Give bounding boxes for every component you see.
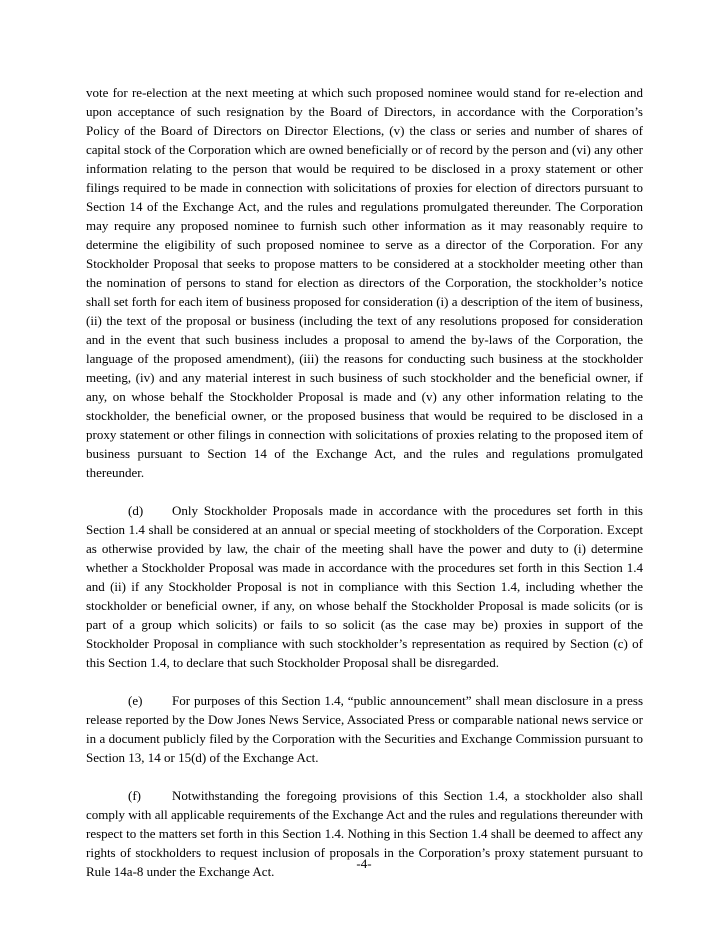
page-number: -4-: [356, 856, 372, 871]
paragraph-d: [86, 501, 643, 672]
document-body: [86, 83, 643, 881]
paragraph-continued: [86, 83, 643, 482]
paragraph-label: (e): [128, 693, 143, 708]
paragraph-text: Notwithstanding the foregoing provisions of this Section 1.4, a stockholder also shall comply with all applicable requirements of the Exchange Act and the rules and regulations thereunder with respect to the matters set forth in this Section 1.4. Nothing in this Section 1.4 shall be deemed to affect any rights of stockholders to request inclusion of proposals in the Corporation’s proxy statement pursuant to Rule 14a-8 under the Exchange Act.: [86, 788, 643, 879]
paragraph-text: vote for re-election at the next meeting at which such proposed nominee would stand for re-election and upon acceptance of such resignation by the Board of Directors, in accordance with the Corporation’s Policy of the Board of Directors on Director Elections, (v) the class or series and number of shares of capital stock of the Corporation which are owned beneficially or of record by the person and (vi) any other information relating to the person that would be required to be disclosed in a proxy statement or other filings required to be made in connection with solicitations of proxies for election of directors pursuant to Section 14 of the Exchange Act, and the rules and regulations promulgated thereunder. The Corporation may require any proposed nominee to furnish such other information as it may reasonably require to determine the eligibility of such proposed nominee to serve as a director of the Corporation. For any Stockholder Proposal that seeks to propose matters to be considered at a stockholder meeting other than the nomination of persons to stand for election as directors of the Corporation, the stockholder’s notice shall set forth for each item of business proposed for consideration (i) a description of the item of business, (ii) the text of the proposal or business (including the text of any resolutions proposed for consideration and in the event that such business includes a proposal to amend the by-laws of the Corporation, the language of the proposed amendment), (iii) the reasons for conducting such business at the stockholder meeting, (iv) and any material interest in such business of such stockholder and the beneficial owner, if any, on whose behalf the Stockholder Proposal is made and (v) any other information relating to the stockholder, the beneficial owner, or the proposed business that would be required to be disclosed in a proxy statement or other filings in connection with solicitations of proxies relating to the proposed item of business pursuant to Section 14 of the Exchange Act, and the rules and regulations promulgated thereunder.: [86, 85, 643, 480]
paragraph-label: (d): [128, 503, 144, 518]
paragraph-text: For purposes of this Section 1.4, “public announcement” shall mean disclosure in a press release reported by the Dow Jones News Service, Associated Press or comparable national news service or in a document publicly filed by the Corporation with the Securities and Exchange Commission pursuant to Section 13, 14 or 15(d) of the Exchange Act.: [86, 693, 643, 765]
paragraph-label: (f): [128, 788, 141, 803]
paragraph-e: [86, 691, 643, 767]
paragraph-text: Only Stockholder Proposals made in accordance with the procedures set forth in this Section 1.4 shall be considered at an annual or special meeting of stockholders of the Corporation. Except as otherwise provided by law, the chair of the meeting shall have the power and duty to (i) determine whether a Stockholder Proposal was made in accordance with the procedures set forth in this Section 1.4 and (ii) if any Stockholder Proposal is not in compliance with this Section 1.4, including whether the stockholder or beneficial owner, if any, on whose behalf the Stockholder Proposal is made solicits (or is part of a group which solicits) or fails to so solicit (as the case may be) proxies in support of the Stockholder Proposal in compliance with such stockholder’s representation as required by Section (c) of this Section 1.4, to declare that such Stockholder Proposal shall be disregarded.: [86, 503, 643, 670]
